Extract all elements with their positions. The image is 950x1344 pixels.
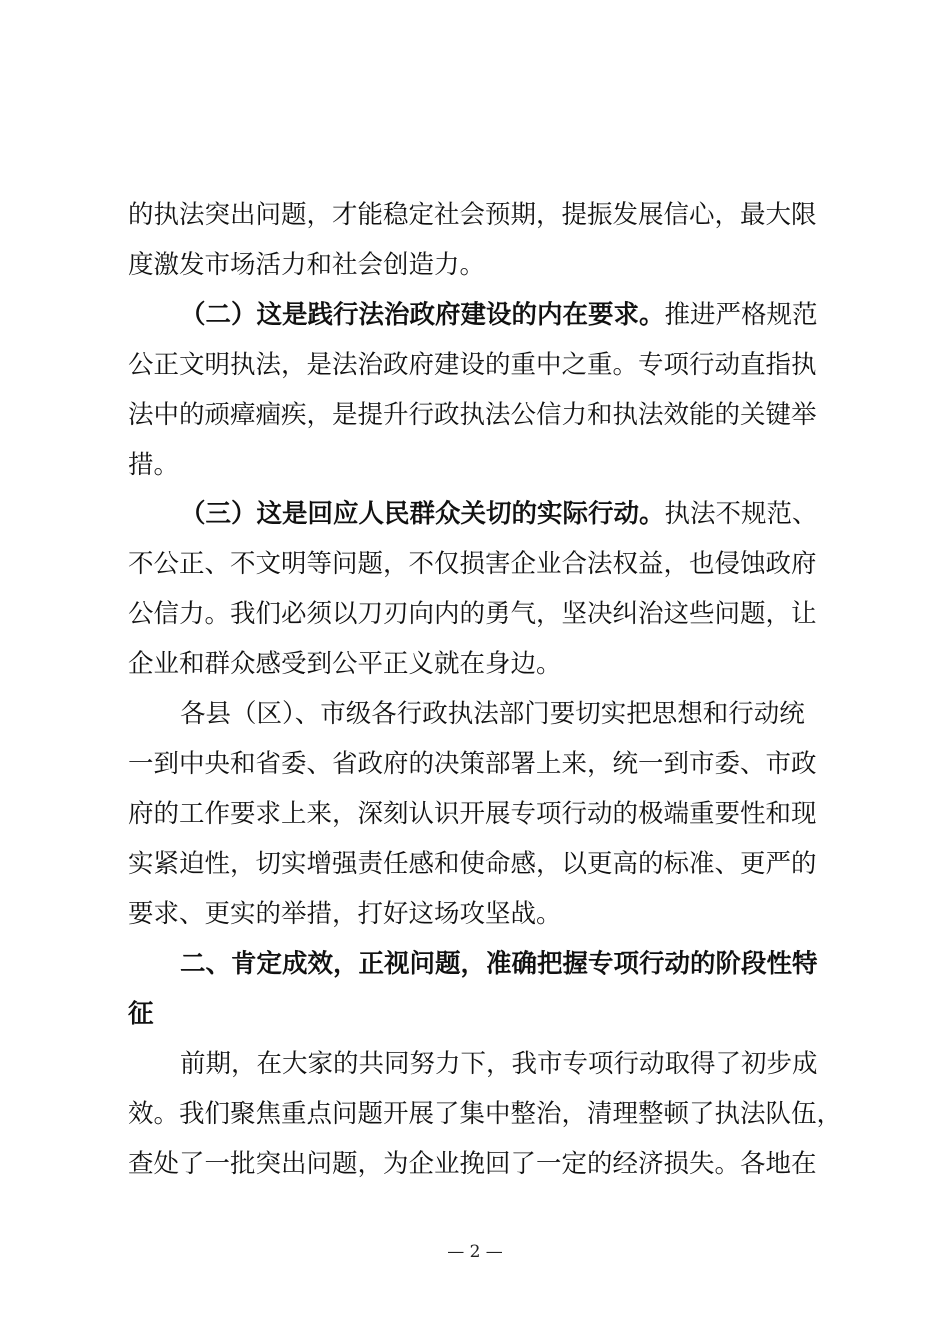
paragraph-line: 度激发市场活力和社会创造力。: [128, 250, 486, 280]
paragraph-line: 公正文明执法，是法治政府建设的重中之重。专项行动直指执: [128, 350, 817, 380]
paragraph-line: 府的工作要求上来，深刻认识开展专项行动的极端重要性和现: [128, 799, 817, 829]
paragraph-line-with-heading: [180, 497, 818, 531]
section-heading-3: （三）这是回应人民群众关切的实际行动。: [180, 499, 665, 529]
paragraph-line-with-heading: [180, 298, 818, 332]
paragraph-line: 各县（区）、市级各行政执法部门要切实把思想和行动统: [180, 699, 805, 729]
paragraph-text: 推进严格规范: [664, 300, 818, 330]
paragraph-line: 措。: [128, 450, 180, 480]
paragraph-line: 法中的顽瘴痼疾，是提升行政执法公信力和执法效能的关键举: [128, 400, 817, 430]
paragraph-line: 一到中央和省委、省政府的决策部署上来，统一到市委、市政: [128, 749, 817, 779]
section-heading-main: 二、肯定成效，正视问题，准确把握专项行动的阶段性特: [180, 949, 818, 979]
paragraph-line: 不公正、不文明等问题，不仅损害企业合法权益，也侵蚀政府: [128, 549, 817, 579]
paragraph-line: 要求、更实的举措，打好这场攻坚战。: [128, 899, 562, 929]
paragraph-text: 执法不规范、: [664, 499, 818, 529]
paragraph-line: 实紧迫性，切实增强责任感和使命感，以更高的标准、更严的: [128, 849, 817, 879]
page-number: — 2 —: [447, 1242, 503, 1262]
section-heading-main-cont: 征: [128, 999, 154, 1029]
paragraph-line: 查处了一批突出问题，为企业挽回了一定的经济损失。各地在: [128, 1149, 817, 1179]
paragraph-line: 前期，在大家的共同努力下，我市专项行动取得了初步成: [180, 1049, 818, 1079]
paragraph-line: 企业和群众感受到公平正义就在身边。: [128, 649, 562, 679]
paragraph-line: 效。我们聚焦重点问题开展了集中整治，清理整顿了执法队伍，: [128, 1099, 843, 1129]
paragraph-line: 的执法突出问题，才能稳定社会预期，提振发展信心，最大限: [128, 200, 817, 230]
paragraph-line: 公信力。我们必须以刀刃向内的勇气，坚决纠治这些问题，让: [128, 599, 817, 629]
section-heading-2: （二）这是践行法治政府建设的内在要求。: [180, 300, 665, 330]
